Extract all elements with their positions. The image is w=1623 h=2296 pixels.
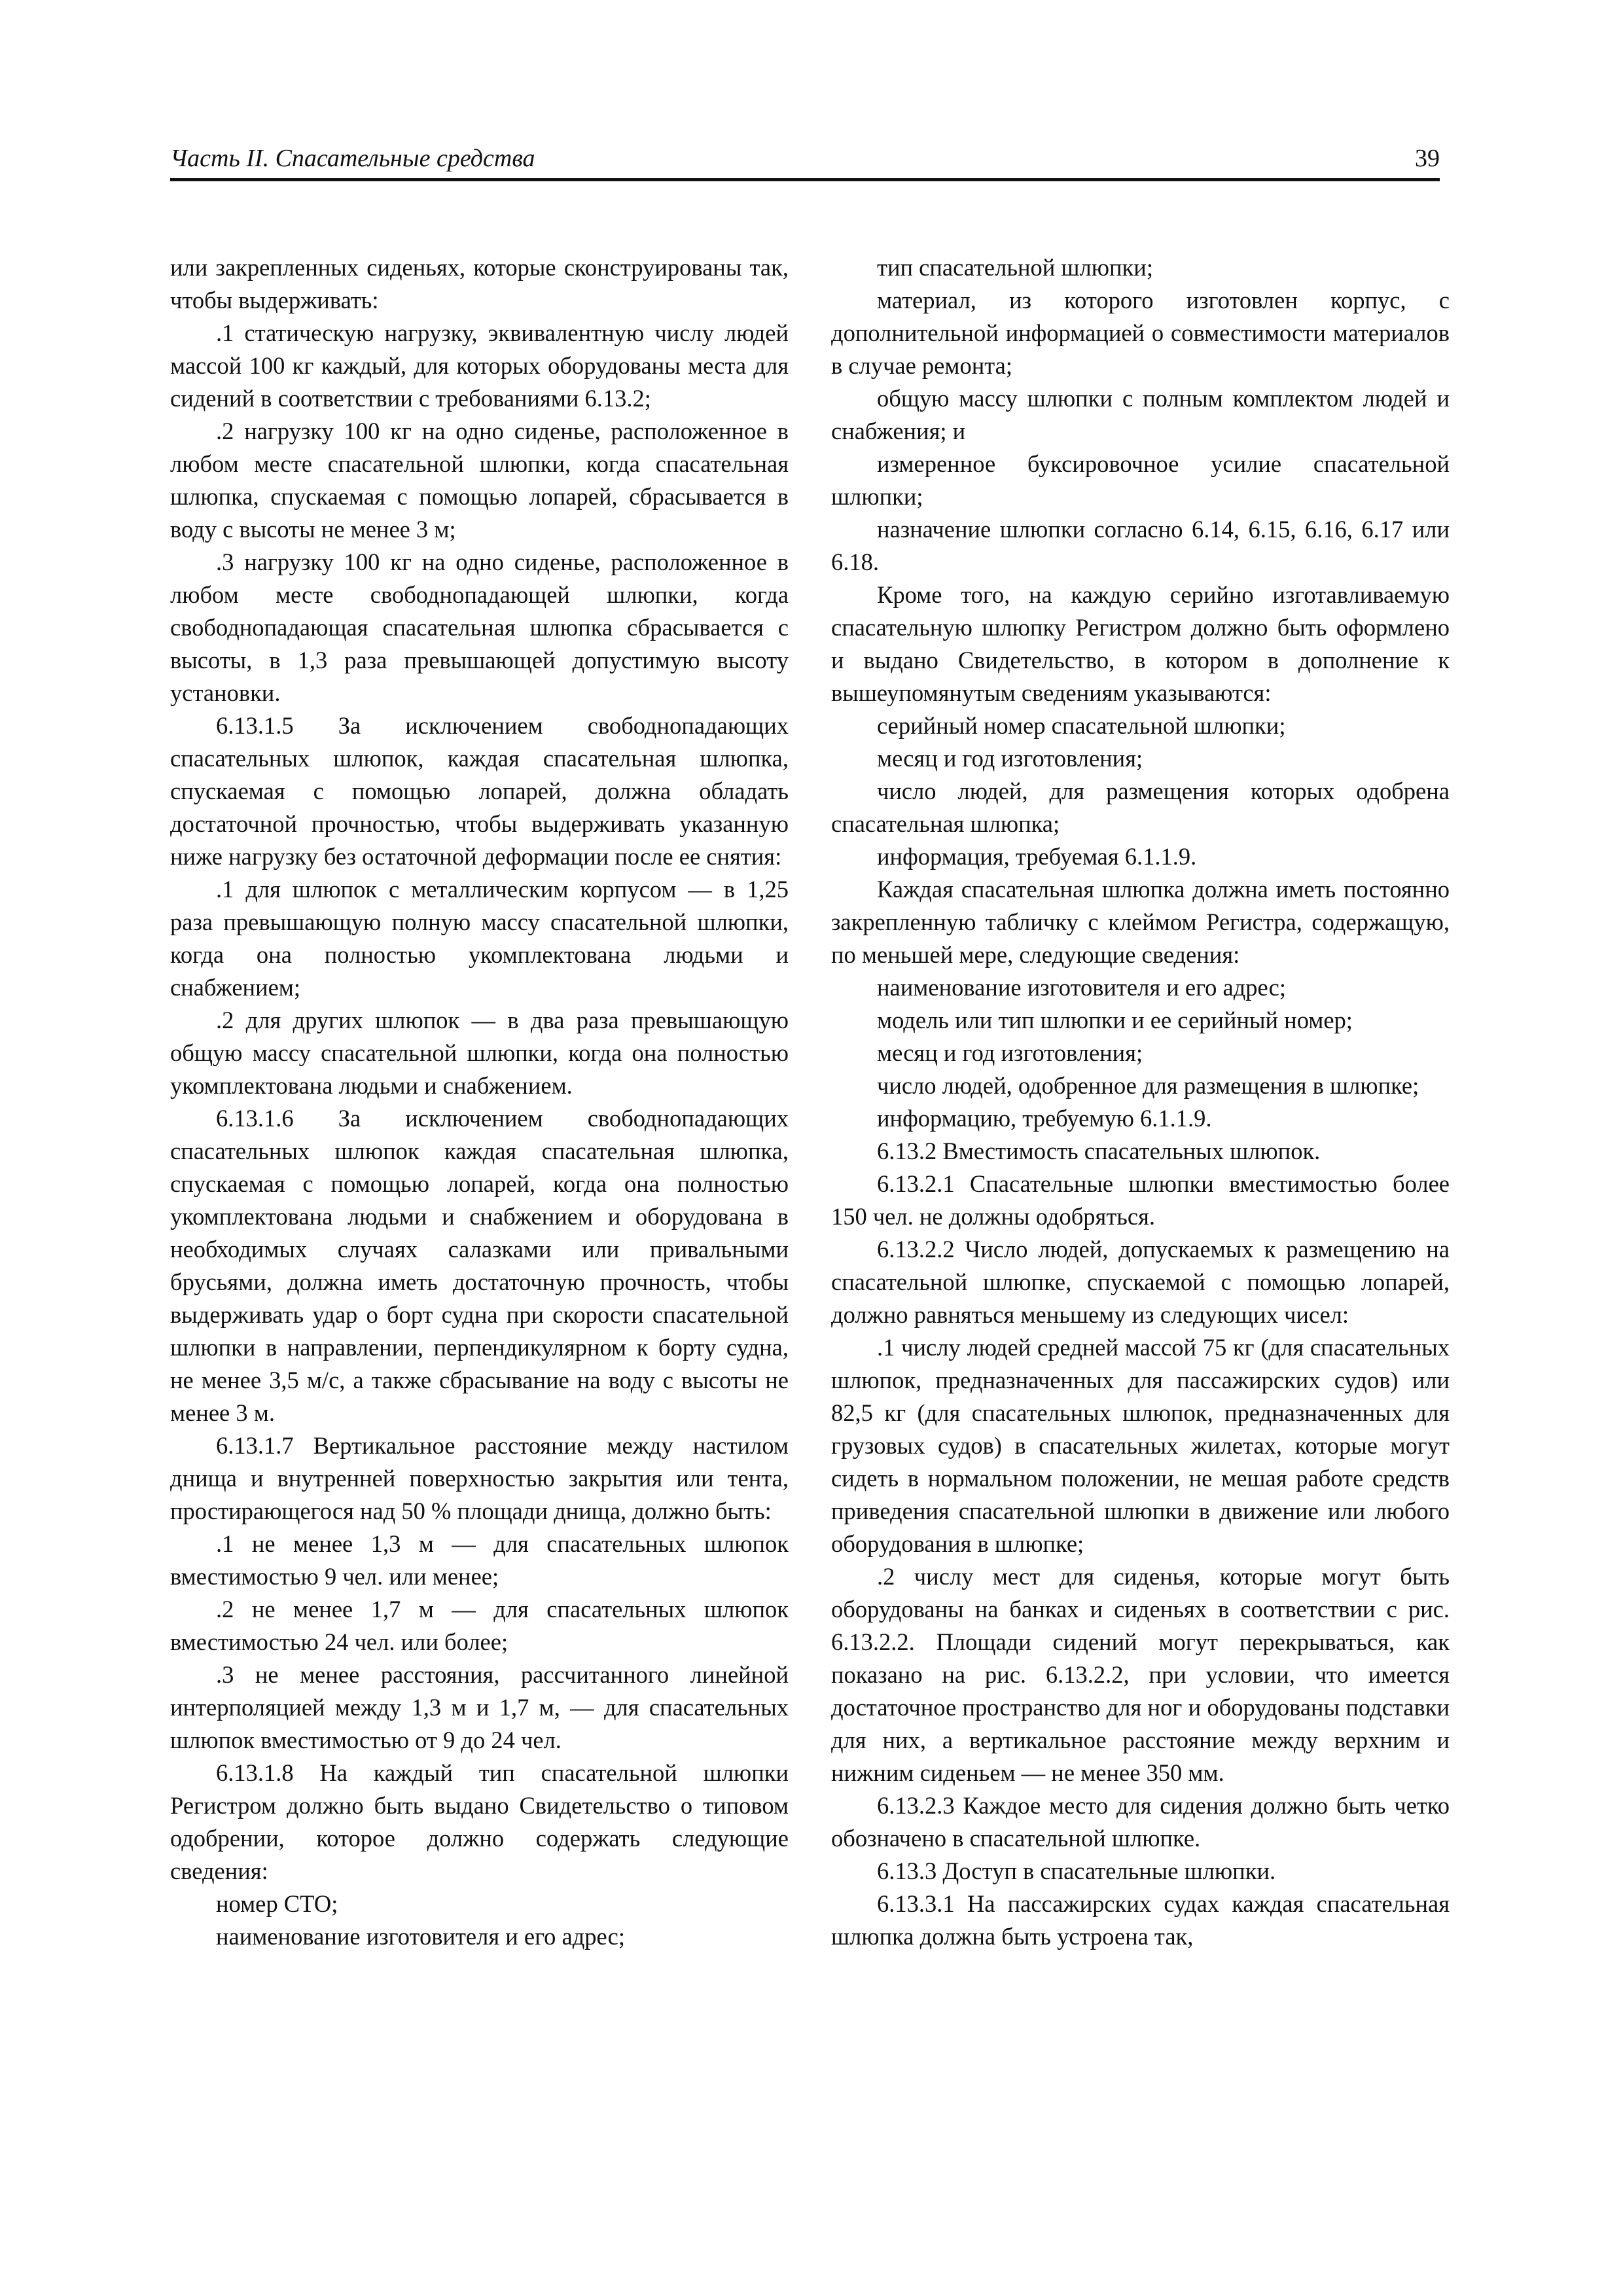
list-item: число людей, для размещения которых одобрена спасательная шлюпка; (831, 778, 1450, 837)
section-heading-6-13-2: 6.13.2 Вместимость спасательных шлюпок. (877, 1138, 1321, 1164)
clause-6-13-1-8: 6.13.1.8 На каждый тип спасательной шлюпки Регистром должно быть выдано Свидетельство о типовом одобрении, которое должно содержать следующие сведения: (170, 1759, 789, 1884)
list-item: .1 для шлюпок с металлическим корпусом — в 1,25 раза превышающую полную массу спасательной шлюпки, когда она полностью укомплектована людьми и снабжением; (170, 876, 789, 1001)
page-number: 39 (1415, 145, 1440, 172)
list-item: наименование изготовителя и его адрес; (216, 1923, 626, 1950)
list-item: назначение шлюпки согласно 6.14, 6.15, 6.16, 6.17 или 6.18. (831, 516, 1450, 575)
paragraph: Кроме того, на каждую серийно изготавливаемую спасательную шлюпку Регистром должно быть оформлено и выдано Свидетельство, в котором в дополнение к вышеупомянутым сведениям указываются: (831, 581, 1450, 706)
list-item: .3 не менее расстояния, рассчитанного линейной интерполяцией между 1,3 м и 1,7 м, — для спасательных шлюпок вместимостью от 9 до 24 чел. (170, 1661, 789, 1753)
clause-6-13-1-7: 6.13.1.7 Вертикальное расстояние между настилом днища и внутренней поверхностью закрытия или тента, простирающегося над 50 % площади днища, должно быть: (170, 1432, 789, 1524)
right-column (831, 251, 1450, 1953)
list-item: .2 числу мест для сиденья, которые могут быть оборудованы на банках и сиденьях в соответствии с рис. 6.13.2.2. Площади сидений могут перекрываться, как показано на рис. 6.13.2.2, при условии, что имеется достаточное пространство для ног и оборудованы подставки для них, а вертикальное расстояние между верхним и нижним сиденьем — не менее 350 мм. (831, 1563, 1450, 1786)
clause-6-13-2-3: 6.13.2.3 Каждое место для сидения должно быть четко обозначено в спасательной шлюпке. (831, 1792, 1450, 1852)
section-heading-6-13-3: 6.13.3 Доступ в спасательные шлюпки. (877, 1857, 1276, 1884)
list-item: номер СТО; (216, 1890, 338, 1917)
list-item: наименование изготовителя и его адрес; (877, 974, 1287, 1001)
list-item: серийный номер спасательной шлюпки; (877, 712, 1286, 739)
list-item: материал, из которого изготовлен корпус, с дополнительной информацией о совместимости материалов в случае ремонта; (831, 287, 1450, 379)
list-item: модель или тип шлюпки и ее серийный номер; (877, 1007, 1353, 1033)
clause-6-13-2-1: 6.13.2.1 Спасательные шлюпки вместимостью более 150 чел. не должны одобряться. (831, 1170, 1450, 1230)
running-header (170, 139, 1440, 181)
clause-6-13-1-5: 6.13.1.5 За исключением свободнопадающих спасательных шлюпок, каждая спасательная шлюпка, спускаемая с помощью лопарей, должна обладать достаточной прочностью, чтобы выдерживать указанную ниже нагрузку без остаточной деформации после ее снятия: (170, 712, 789, 870)
list-item: .1 не менее 1,3 м — для спасательных шлюпок вместимостью 9 чел. или менее; (170, 1530, 789, 1590)
list-item: .1 статическую нагрузку, эквивалентную числу людей массой 100 кг каждый, для которых оборудованы места для сидений в соответствии с требованиями 6.13.2; (170, 319, 789, 412)
list-item: месяц и год изготовления; (877, 1039, 1143, 1066)
list-item: информация, требуемая 6.1.1.9. (877, 843, 1197, 870)
list-item: месяц и год изготовления; (877, 745, 1143, 772)
clause-6-13-2-2: 6.13.2.2 Число людей, допускаемых к размещению на спасательной шлюпке, спускаемой с помощью лопарей, должно равняться меньшему из следующих чисел: (831, 1236, 1450, 1328)
list-item: измеренное буксировочное усилие спасательной шлюпки; (831, 450, 1450, 510)
list-item: .2 не менее 1,7 м — для спасательных шлюпок вместимостью 24 чел. или более; (170, 1596, 789, 1655)
list-item: .2 нагрузку 100 кг на одно сиденье, расположенное в любом месте спасательной шлюпки, когда спасательная шлюпка, спускаемая с помощью лопарей, сбрасывается в воду с высоты не менее 3 м; (170, 418, 789, 543)
paragraph: Каждая спасательная шлюпка должна иметь постоянно закрепленную табличку с клеймом Регистра, содержащую, по меньшей мере, следующие сведения: (831, 876, 1450, 968)
list-item: .3 нагрузку 100 кг на одно сиденье, расположенное в любом месте свободнопадающей шлюпки, когда свободнопадающая спасательная шлюпка сбрасывается с высоты, в 1,3 раза превышающей допустимую высоту установки. (170, 548, 789, 706)
list-item: тип спасательной шлюпки; (877, 254, 1153, 281)
clause-6-13-1-6: 6.13.1.6 За исключением свободнопадающих спасательных шлюпок каждая спасательная шлюпка, спускаемая с помощью лопарей, когда она полностью укомплектована людьми и снабжением и оборудована в необходимых случаях салазками или привальными брусьями, должна иметь достаточную прочность, чтобы выдерживать удар о борт судна при скорости спасательной шлюпки в направлении, перпендикулярном к борту судна, не менее 3,5 м/с, а также сбрасывание на воду с высоты не менее 3 м. (170, 1105, 789, 1426)
section-title: Часть II. Спасательные средства (170, 145, 535, 172)
list-item: .1 числу людей средней массой 75 кг (для спасательных шлюпок, предназначенных для пассажирских судов) или 82,5 кг (для спасательных шлюпок, предназначенных для грузовых судов) в спасательных жилетах, которые могут сидеть в нормальном положении, не мешая работе средств приведения спасательной шлюпки в движение или любого оборудования в шлюпке; (831, 1334, 1450, 1557)
list-item: число людей, одобренное для размещения в шлюпке; (877, 1072, 1419, 1099)
list-item: .2 для других шлюпок — в два раза превышающую общую массу спасательной шлюпки, когда она полностью укомплектована людьми и снабжением. (170, 1007, 789, 1099)
paragraph: или закрепленных сиденьях, которые сконструированы так, чтобы выдерживать: (170, 254, 789, 314)
left-column (170, 251, 789, 1953)
list-item: информацию, требуемую 6.1.1.9. (877, 1105, 1212, 1132)
clause-6-13-3-1: 6.13.3.1 На пассажирских судах каждая спасательная шлюпка должна быть устроена так, (831, 1890, 1450, 1950)
list-item: общую массу шлюпки с полным комплектом людей и снабжения; и (831, 385, 1450, 444)
